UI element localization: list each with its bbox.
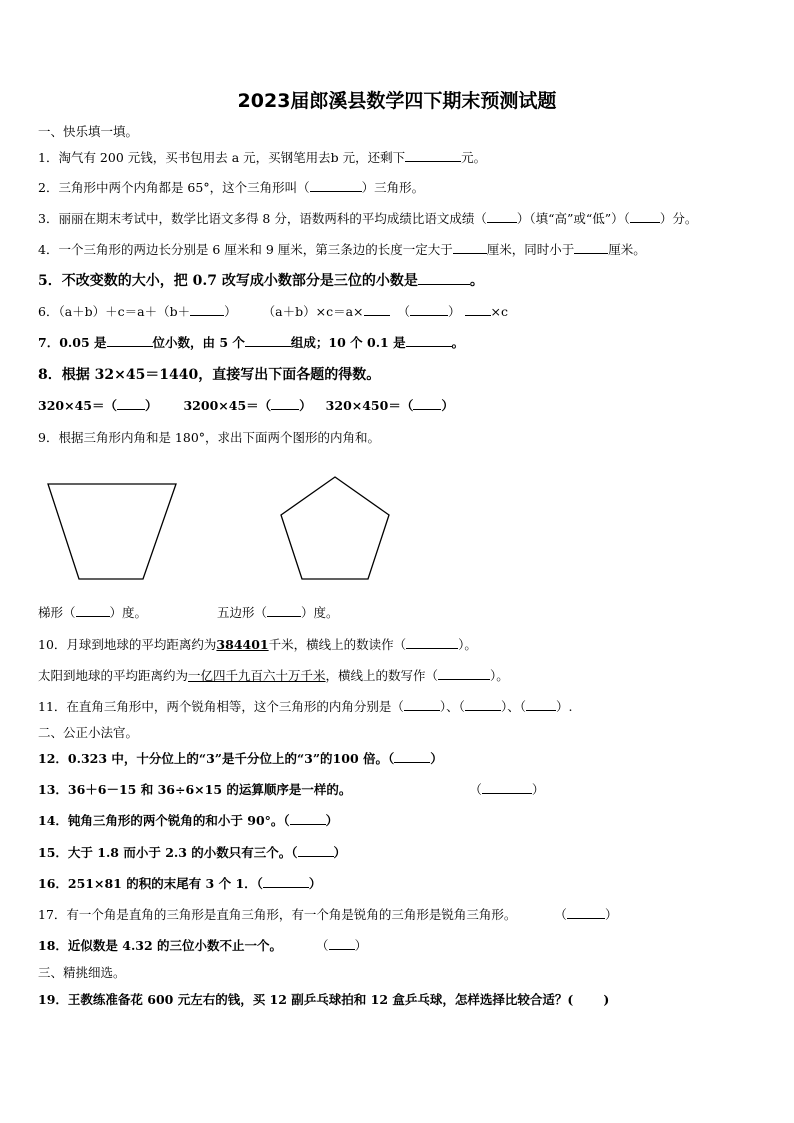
q9-pentagon-label: 五边形（ <box>217 605 268 620</box>
q10-blank-2[interactable] <box>438 666 490 680</box>
q6-open: （ <box>397 304 411 319</box>
q17-blank[interactable] <box>567 905 605 919</box>
q6-blank-3[interactable] <box>410 302 448 316</box>
q4-text: 4．一个三角形的两边长分别是 6 厘米和 9 厘米，第三条边的长度一定大于 <box>38 242 453 257</box>
q3-text: 3．丽丽在期末考试中，数学比语文多得 8 分，语数两科的平均成绩比语文成绩（ <box>38 211 487 226</box>
pentagon-figure <box>278 474 394 584</box>
q14-text: 14．钝角三角形的两个锐角的和小于 90°。（ <box>38 813 290 828</box>
q7-text: 7．0.05 是 <box>38 335 107 350</box>
question-6 <box>38 302 508 320</box>
q13-blank[interactable] <box>482 780 532 794</box>
question-8-exercises <box>38 396 454 414</box>
q7-end: 。 <box>451 335 465 350</box>
q9-trapezoid-end: ）度。 <box>109 605 148 620</box>
q1-end: 元。 <box>461 150 487 165</box>
q14-end: ） <box>325 813 339 828</box>
q9-trapezoid-blank[interactable] <box>76 603 110 617</box>
q17-open: （ <box>554 907 567 922</box>
q7-blank-3[interactable] <box>406 333 452 347</box>
q11-text: 11．在直角三角形中，两个锐角相等，这个三角形的内角分别是（ <box>38 699 404 714</box>
question-13 <box>38 780 544 798</box>
q9-trapezoid-label: 梯形（ <box>38 605 76 620</box>
question-5 <box>38 270 484 290</box>
q6-blank-4[interactable] <box>465 302 491 316</box>
q18-open: （ <box>316 938 329 953</box>
q6-close-2: ） <box>448 304 461 319</box>
q13-open: （ <box>469 782 482 797</box>
question-4 <box>38 240 646 258</box>
q3-mid: ）（填“高”或“低”）（ <box>516 211 630 226</box>
q19-end: ) <box>603 992 610 1007</box>
q10-number: 384401 <box>216 637 269 652</box>
q12-blank[interactable] <box>394 749 430 763</box>
q18-end: ） <box>354 938 368 953</box>
q10-end-2: ）。 <box>490 668 509 683</box>
q15-end: ） <box>333 845 347 860</box>
q11-blank-2[interactable] <box>465 697 501 711</box>
q15-text: 15．大于 1.8 而小于 2.3 的小数只有三个。（ <box>38 845 298 860</box>
question-17 <box>38 905 617 923</box>
q11-end: ）. <box>555 699 573 714</box>
q19-text: 19．王教练准备花 600 元左右的钱，买 12 副乒乓球拍和 12 盒乒乓球，怎样选择比较合适？( <box>38 992 574 1007</box>
q6-end: ×c <box>490 304 509 319</box>
q4-blank-2[interactable] <box>574 240 608 254</box>
trapezoid-figure <box>45 480 180 584</box>
q10-number-2: 一亿四千九百六十万千米 <box>188 668 326 683</box>
q10-blank[interactable] <box>406 635 458 649</box>
question-18 <box>38 936 367 954</box>
q18-blank[interactable] <box>329 936 355 950</box>
question-8: 8．根据 32×45＝1440，直接写出下面各题的得数。 <box>38 367 381 383</box>
q8-blank-1[interactable] <box>117 396 145 410</box>
q11-sep-1: ）、（ <box>439 699 465 714</box>
question-10-part2 <box>38 666 509 684</box>
section-3-heading: 三、精挑细选。 <box>38 965 126 980</box>
q10-mid-2: ，横线上的数写作（ <box>325 668 439 683</box>
q8-exercise-1: 320×45＝（ <box>38 398 117 413</box>
q11-blank-1[interactable] <box>404 697 440 711</box>
question-3 <box>38 209 697 227</box>
q18-text: 18．近似数是 4.32 的三位小数不止一个。 <box>38 938 283 953</box>
q3-blank-1[interactable] <box>487 209 517 223</box>
q1-blank[interactable] <box>405 148 461 162</box>
question-7 <box>38 333 464 351</box>
q2-end: ）三角形。 <box>361 180 425 195</box>
question-9-answers <box>38 603 339 621</box>
question-14 <box>38 811 338 829</box>
q5-text: 5．不改变数的大小，把 0.7 改写成小数部分是三位的小数是 <box>38 273 418 289</box>
q8-close-2: ） <box>299 398 312 413</box>
question-1 <box>38 148 486 166</box>
question-16 <box>38 874 321 892</box>
q10-end: ）。 <box>458 637 477 652</box>
q5-blank[interactable] <box>418 271 470 285</box>
q16-text: 16．251×81 的积的末尾有 3 个 1．（ <box>38 876 263 891</box>
q17-end: ） <box>604 907 618 922</box>
q6-text: 6．（a＋b）＋c＝a＋（b＋ <box>38 304 191 319</box>
section-2-heading: 二、公正小法官。 <box>38 725 139 740</box>
q7-blank-1[interactable] <box>107 333 153 347</box>
question-10 <box>38 635 477 653</box>
q6-close: ） <box>224 304 237 319</box>
q7-mid-1: 位小数，由 5 个 <box>152 335 245 350</box>
q16-blank[interactable] <box>263 874 309 888</box>
q8-close-3: ） <box>441 398 454 413</box>
q8-exercise-2: 3200×45＝（ <box>183 398 272 413</box>
q9-pentagon-blank[interactable] <box>267 603 301 617</box>
q2-text: 2．三角形中两个内角都是 65°，这个三角形叫（ <box>38 180 310 195</box>
q5-end: 。 <box>469 273 484 289</box>
section-1-heading: 一、快乐填一填。 <box>38 124 139 139</box>
q8-exercise-3: 320×450＝（ <box>325 398 414 413</box>
q7-blank-2[interactable] <box>245 333 291 347</box>
q4-end: 厘米。 <box>608 242 646 257</box>
q6-blank-1[interactable] <box>190 302 224 316</box>
q2-blank[interactable] <box>310 178 362 192</box>
q8-blank-2[interactable] <box>271 396 299 410</box>
q8-close-1: ） <box>144 398 158 413</box>
q4-mid: 厘米，同时小于 <box>486 242 575 257</box>
q14-blank[interactable] <box>290 811 326 825</box>
question-19 <box>38 990 609 1008</box>
q3-blank-2[interactable] <box>630 209 660 223</box>
question-11 <box>38 697 572 715</box>
question-9: 9．根据三角形内角和是 180°，求出下面两个图形的内角和。 <box>38 430 381 445</box>
question-2 <box>38 178 424 196</box>
page-title: 2023届郎溪县数学四下期末预测试题 <box>237 90 557 112</box>
q10-text: 10．月球到地球的平均距离约为 <box>38 637 217 652</box>
q11-sep-2: ）、（ <box>500 699 526 714</box>
q15-blank[interactable] <box>298 843 334 857</box>
q17-text: 17．有一个角是直角的三角形是直角三角形，有一个角是锐角的三角形是锐角三角形。 <box>38 907 517 922</box>
q10-mid: 千米，横线上的数读作（ <box>268 637 407 652</box>
q13-end: ） <box>531 782 545 797</box>
question-12 <box>38 749 443 767</box>
q9-pentagon-end: ）度。 <box>301 605 339 620</box>
q11-blank-3[interactable] <box>526 697 556 711</box>
q12-end: ） <box>430 751 443 766</box>
q1-text: 1．淘气有 200 元钱，买书包用去 a 元，买钢笔用去b 元，还剩下 <box>38 150 406 165</box>
q6-blank-2[interactable] <box>364 302 390 316</box>
q3-end: ）分。 <box>659 211 698 226</box>
q4-blank-1[interactable] <box>453 240 487 254</box>
q7-mid-2: 组成；10 个 0.1 是 <box>290 335 406 350</box>
q10-text-2: 太阳到地球的平均距离约为 <box>38 668 189 683</box>
question-15 <box>38 843 346 861</box>
q16-end: ） <box>308 876 322 891</box>
q6-part2: （a＋b）×c＝a× <box>262 304 364 319</box>
q13-text: 13．36＋6－15 和 36÷6×15 的运算顺序是一样的。 <box>38 782 352 797</box>
q8-blank-3[interactable] <box>413 396 441 410</box>
q12-text: 12．0.323 中，十分位上的“3”是千分位上的“3”的100 倍。（ <box>38 751 395 766</box>
